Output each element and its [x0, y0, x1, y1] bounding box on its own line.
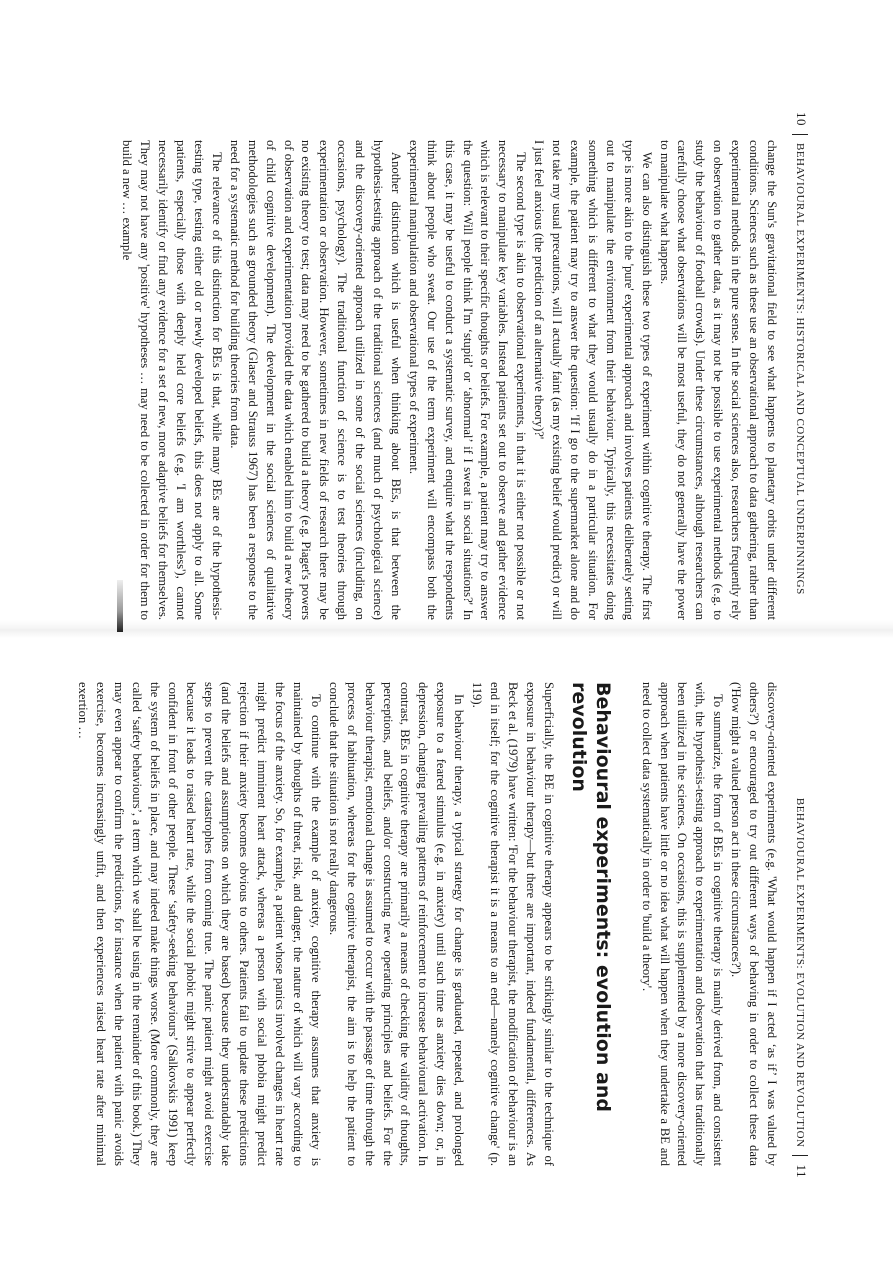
section-heading: Behavioural experiments: evolution and revolution: [567, 682, 614, 1112]
left-page-body: [117, 140, 780, 620]
scan-artifact: [117, 580, 123, 632]
right-page: [0, 640, 893, 1263]
right-page-number: 11: [794, 1164, 809, 1178]
left-running-head-title: BEHAVIOURAL EXPERIMENTS: HISTORICAL AND CONCEPTUAL UNDERPINNINGS: [794, 143, 806, 595]
left-page: [0, 0, 893, 630]
header-divider: [792, 134, 808, 135]
paragraph: change the Sun's gravitational field to see what happens to planetary orbits under different conditions. Sciences such as these use an observational approach to data gathering, rather than experimental methods in the pure sense. In the social sciences also, researchers frequently rely on observation to gather data, as it may not be possible to use experimental methods (e.g. to study the behaviour of football crowds). Under these circumstances, although researchers can carefully choose what observations will be most useful, they do not generally have the power to manipulate what happens.: [657, 140, 779, 620]
paragraph: Another distinction which is useful when thinking about BEs, is that between the hypothesis-testing approach of the traditional sciences (and much of psychological science) and the discovery-oriented approach utilized in some of the social sciences (including, on occasions, psychology). The traditional function of science is to test theories through experimentation or observation. However, sometimes in new fields of research there may be no existing theory to test; data may need to be gathered to build a theory (e.g. Piaget's powers of observation and experimentation provided the data which enabled him to build a new theory of child cognitive development). The development in the social sciences of qualitative methodologies such as grounded theory (Glaser and Strauss 1967) has been a response to the need for a systematic method for building theories from data.: [227, 140, 403, 620]
paragraph: Superficially, the BE in cognitive therapy appears to be strikingly similar to the technique of exposure in behaviour therapy—but there are important, indeed fundamental, differences. As Beck et al. (1979) have written: 'For the behaviour therapist, the modification of behaviour is an end in itself; for the cognitive therapist it is a means to an end—namely cognitive change' (p. 119).: [470, 682, 556, 1166]
book-gutter: [0, 620, 893, 638]
left-running-head: [792, 112, 809, 595]
paragraph: discovery-oriented experiments (e.g. 'What would happen if I acted ‘as if’ I was valued by others?') or encouraged to try out different ways of behaving in order to collect these data ('How might a valued person act in these circumstances?').: [729, 682, 779, 1166]
header-divider: [792, 1155, 808, 1156]
left-page-number: 10: [794, 112, 809, 126]
right-running-head-title: BEHAVIOURAL EXPERIMENTS: EVOLUTION AND REVOLUTION: [794, 797, 806, 1148]
paragraph: We can also distinguish these two types of experiment within cognitive therapy. The first type is more akin to the 'pure' experimental approach and involves patients deliberately setting out to manipulate the environment from their behaviour. Typically, this necessitates doing something which is different to what they would usually do in a particular situation. For example, the patient may try to answer the question: 'If I go to the supermarket alone and do not take my usual precautions, will I actually faint (as my existing belief would predict) or will I just feel anxious (the prediction of an alternative theory)?': [532, 140, 654, 620]
right-page-body: [73, 682, 780, 1166]
right-running-head: [792, 798, 809, 1178]
paragraph: The second type is akin to observational experiments, in that it is either not possible or not necessary to manipulate key variables. Instead patients set out to observe and gather evidence which is relevant to their specific thoughts or beliefs. For example, a patient may try to answer the question: 'Will people think I'm ‘stupid’ or ‘abnormal’ if I sweat in social situations?' In this case, it may be useful to conduct a systematic survey, and enquire what the respondents think about people who sweat. Our use of the term experiment will encompass both the experimental manipulation and observational types of experiment.: [406, 140, 529, 620]
paragraph: In behaviour therapy, a typical strategy for change is graduated, repeated, and prolonged exposure to a feared stimulus (e.g. in anxiety) until such time as anxiety dies down; or, in depression, changing prevailing patterns of reinforcement to increase behavioural activation. In contrast, BEs in cognitive therapy are primarily a means of checking the validity of thoughts, perceptions, and beliefs, and/or constructing new operating principles and beliefs. For the behaviour therapist, emotional change is assumed to occur with the passage of time through the process of habituation, whereas for the cognitive therapist, the aim is to help the patient to conclude that the situation is not really dangerous.: [326, 682, 467, 1166]
paragraph: To continue with the example of anxiety, cognitive therapy assumes that anxiety is maintained by thoughts of threat, risk, and danger, the nature of which will vary according to the focus of the anxiety. So, for example, a patient whose panics involved changes in heart rate might predict imminent heart attack, whereas a person with social phobia might predict rejection if their anxiety becomes obvious to others. Patients fail to update these predictions (and the beliefs and assumptions on which they are based) because they understandably take steps to prevent the catastrophes from coming true. The panic patient might avoid exercise because it leads to raised heart rate, while the social phobic might strive to appear perfectly confident in front of other people. These ‘safety-seeking behaviours’ (Salkovskis 1991) keep the system of beliefs in place, and may indeed make things worse. (More commonly, they are called ‘safety behaviours’, a term which we shall be using in the remainder of this book.) They may even appear to confirm the predictions, for instance when the patient with panic avoids exercise, becomes increasingly unfit, and then experiences raised heart rate after minimal exertion …: [76, 682, 323, 1166]
paragraph: To summarize, the form of BEs in cognitive therapy is mainly derived from, and consistent with, the hypothesis-testing approach to experimentation and observation that has traditionally been utilized in the sciences. On occasions, this is supplemented by a more discovery-oriented approach when patients have little or no idea what will happen when they undertake a BE and need to collect data systematically in order to 'build a theory'.: [639, 682, 726, 1166]
paragraph: The relevance of this distinction for BEs is that, while many BEs are of the hypothesis-testing type, testing either old or newly developed beliefs, this does not apply to all. Some patients, especially those with deeply held core beliefs (e.g. 'I am worthless'), cannot necessarily identify or find any evidence for a set of new, more adaptive beliefs for themselves. They may not have any 'positive' hypotheses … may need to be collected in order for them to build a new … example: [120, 140, 224, 621]
